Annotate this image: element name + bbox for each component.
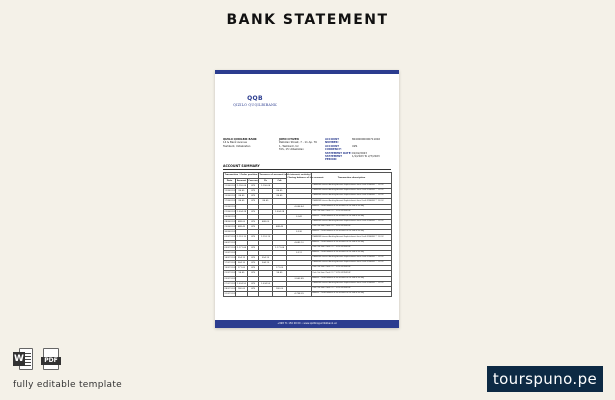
cell-currency: UZS bbox=[248, 261, 259, 266]
cell-date: 31/07/2022 bbox=[224, 293, 237, 296]
cell-currency: UZS bbox=[248, 225, 259, 230]
statement-date-label: STATEMENT DATE: bbox=[325, 151, 352, 155]
group-header-transaction: Transaction / Order position bbox=[224, 174, 258, 177]
cell-date: 06/07/2022 bbox=[224, 241, 237, 244]
column-header-cdt: Cdt bbox=[273, 178, 287, 184]
statement-period-label: STATEMENT PERIOD: bbox=[325, 155, 343, 162]
cell-currency: UZS bbox=[248, 199, 259, 204]
transactions-table bbox=[223, 172, 392, 297]
cell-balance: 3,530 bbox=[287, 230, 312, 235]
cell-date: 28/06/2022 bbox=[224, 221, 237, 224]
customer-address-line: Pakistan Street, 7 - 11 Ap. 76 bbox=[279, 141, 317, 145]
cell-date: 14/07/2022 bbox=[224, 257, 237, 260]
cell-balance: 3,943.89 bbox=[287, 276, 312, 281]
group-header-description: Transaction description bbox=[312, 173, 392, 184]
cell-dr: 84.45 bbox=[259, 199, 273, 204]
cell-currency: UZS bbox=[248, 235, 259, 240]
cell-amount: 84.45 bbox=[236, 199, 248, 204]
cell-dr: 1,034.50 bbox=[259, 281, 273, 286]
cell-date: 30/06/2022 bbox=[224, 231, 237, 234]
cell-balance: 4,046.44 bbox=[287, 204, 312, 209]
cell-date: 12/06/2022 bbox=[224, 190, 237, 193]
cell-balance: 3,042 bbox=[287, 214, 312, 219]
bank-address-line: 14 & Bank Avenue bbox=[223, 141, 247, 145]
cell-description: Balance - Credit balance of the account at the end of the day bbox=[312, 240, 392, 245]
document-footer: +998 71 150 00 00 • www.qizilbiqqurilbikbank.uz bbox=[215, 320, 399, 328]
cell-amount: 1,004.28 bbox=[236, 210, 247, 213]
cell-date: 21/06/2022 bbox=[224, 210, 237, 213]
cell-description: Balance - Credit balance of the account at the end of the day bbox=[312, 250, 392, 255]
cell-dr: 354.15 bbox=[259, 255, 273, 260]
table-row bbox=[224, 291, 392, 296]
cell-description: TRANSFER Internet Banking Account Replenishment from Credit (DS4098) ** 13 012 bbox=[312, 235, 392, 240]
cell-cdt: 488.45 bbox=[273, 225, 287, 230]
cell-amount: 344.10 bbox=[236, 261, 248, 266]
cell-amount: 488.45 bbox=[236, 225, 248, 230]
cell-date: 17/07/2022 bbox=[224, 262, 237, 265]
cell-cdt: 1,171.66 bbox=[273, 245, 287, 250]
column-header-amount: Amount bbox=[236, 179, 247, 182]
cell-cdt: 171.00 bbox=[273, 266, 287, 271]
account-details-block bbox=[325, 138, 395, 162]
account-currency-value: UZS bbox=[352, 144, 358, 148]
bank-address-block bbox=[223, 138, 265, 148]
bank-logo-mark: QQB bbox=[247, 95, 263, 102]
word-icon bbox=[13, 348, 33, 370]
cell-description: Cash Out from (Card) (1) ** 0790 UZUNKOUK bbox=[312, 245, 392, 250]
cell-amount: 1,153.10 bbox=[236, 236, 247, 239]
cell-description: Cash Out from (Card) (1) ** 0790 UZUNKOUK bbox=[312, 286, 392, 291]
cell-cdt: 84.45 bbox=[273, 189, 287, 194]
cell-amount: 354.15 bbox=[236, 255, 248, 260]
cell-description: Cash Out from (Card) (1) ** 0790 UZUNKOUK bbox=[312, 271, 392, 276]
cell-balance: 4,798.39 bbox=[287, 291, 312, 296]
column-header-date: Date bbox=[224, 178, 236, 184]
cell-description: Cash Out from (Card) (1) ** 0790 UZUNKOUK bbox=[312, 209, 392, 214]
cell-currency: UZS bbox=[248, 209, 259, 214]
customer-name: JOHN CITIZEN bbox=[279, 138, 299, 141]
account-number-value: 80400000000711002 bbox=[352, 138, 381, 141]
cell-balance: 4,683.10 bbox=[287, 240, 312, 245]
customer-address-block bbox=[279, 138, 321, 152]
bank-address-line: Tashkent, Uzbekistan bbox=[223, 144, 251, 148]
statement-period-value: 1/1/2023 To 2/7/2023 bbox=[352, 155, 380, 159]
cell-cdt: 94.45 bbox=[273, 271, 287, 276]
customer-address-line: 1, Tashkent, Uz bbox=[279, 144, 299, 148]
editable-template-caption: fully editable template bbox=[13, 380, 122, 390]
summary-divider bbox=[223, 169, 391, 170]
cell-date: 03/07/2022 bbox=[224, 236, 237, 239]
cell-date: 29/06/2022 bbox=[224, 226, 237, 229]
cell-description: TRANSFER Internet Banking Account Replenishment from Credit (DS4098) ** 13 012 bbox=[312, 281, 392, 286]
cell-date: 11/06/2022 bbox=[224, 185, 237, 188]
cell-currency: UZS bbox=[248, 194, 259, 199]
cell-amount: 1,171.66 bbox=[236, 246, 247, 249]
cell-currency: UZS bbox=[248, 184, 259, 189]
cell-dr: 1,156.04 bbox=[259, 184, 273, 189]
cell-currency: UZS bbox=[248, 255, 259, 260]
document-top-bar bbox=[215, 70, 399, 74]
cell-dr: 1,153.10 bbox=[259, 235, 273, 240]
pdf-icon-badge: PDF bbox=[41, 357, 61, 365]
cell-description: Balance - Credit balance of the account at the end of the day bbox=[312, 276, 392, 281]
cell-dr: 488.00 bbox=[259, 219, 273, 224]
cell-date: 25/07/2022 bbox=[224, 277, 237, 280]
bank-logo bbox=[221, 95, 289, 107]
customer-address-line: TAS, 15 Uzbekistan bbox=[279, 148, 304, 152]
cell-balance: 3,511 bbox=[287, 250, 312, 255]
word-icon-badge: W bbox=[14, 354, 24, 364]
cell-date: 17/06/2022 bbox=[224, 200, 237, 203]
cell-currency: UZS bbox=[248, 286, 259, 291]
cell-cdt: 84.45 bbox=[273, 194, 287, 199]
file-format-icons bbox=[13, 348, 61, 370]
column-header-currency: Currency bbox=[248, 179, 259, 182]
cell-date: 12/07/2022 bbox=[224, 251, 237, 254]
statement-date-value: 01/02/2023 bbox=[352, 151, 367, 155]
cell-date: 19/07/2022 bbox=[224, 267, 237, 270]
cell-currency: UZS bbox=[248, 281, 259, 286]
cell-date: 09/07/2022 bbox=[224, 246, 237, 249]
cell-description: Balance - Credit balance of the account at the end of the day bbox=[312, 291, 392, 296]
cell-description: Balance - Credit balance of the account at the end of the day bbox=[312, 230, 392, 235]
cell-amount bbox=[236, 291, 248, 296]
cell-amount: 1,034.50 bbox=[236, 282, 247, 285]
cell-amount: 84.45 bbox=[236, 189, 248, 194]
cell-description: Balance - Credit balance of the account at the end of the day bbox=[312, 214, 392, 219]
cell-description: Cash Out from (Card) (1) ** 0790 UZUNKOUK bbox=[312, 266, 392, 271]
cell-description: TRANSFER Internet Banking Account Replenishment from Credit (DS4098) ** 13 012 bbox=[312, 261, 392, 266]
group-header-balance: Closing balance of the account bbox=[287, 173, 312, 184]
cell-amount: 171.00 bbox=[236, 266, 248, 271]
statement-document-preview bbox=[215, 70, 399, 328]
group-header-turnover: Turnover of account (with interest, activity) bbox=[259, 174, 311, 177]
cell-description: TRANSFER Internet Banking Account Replenishment from Credit (DS4098) ** 13 012 bbox=[312, 255, 392, 260]
cell-description: TRANSFER Internet Banking Account Replenishment from Credit (DS4098) ** 13 012 bbox=[312, 199, 392, 204]
transactions-body bbox=[224, 184, 392, 297]
cell-amount: 180.00 bbox=[236, 286, 248, 291]
pdf-icon bbox=[41, 348, 61, 370]
cell-description: TRANSFER Internet Banking Account Replenishment from Credit (DS4098) ** 13 012 bbox=[312, 219, 392, 224]
cell-date: 20/06/2022 bbox=[224, 205, 237, 208]
cell-currency: UZS bbox=[248, 271, 259, 276]
bank-name: QIZILO QURILBIK BANK bbox=[223, 138, 257, 141]
cell-currency: UZS bbox=[248, 189, 259, 194]
cell-cdt: 180.00 bbox=[273, 286, 287, 291]
brand-watermark: tourspuno.pe bbox=[487, 366, 603, 392]
cell-dr: 344.10 bbox=[259, 261, 273, 266]
cell-currency: UZS bbox=[248, 245, 259, 250]
cell-description: TRANSFER Internet Banking Account Replenishment from Credit (DS4098) ** 13 012 bbox=[312, 189, 392, 194]
cell-date: 22/07/2022 bbox=[224, 272, 237, 275]
bank-logo-name: QIZILO QUQILBIBANK bbox=[233, 103, 277, 107]
cell-date: 27/07/2022 bbox=[224, 282, 237, 285]
cell-description: Cash Out from (Card) (1) ** 0790 UZUNKOUK bbox=[312, 225, 392, 230]
cell-currency: UZS bbox=[248, 219, 259, 224]
column-header-dr: Dr bbox=[259, 178, 273, 184]
cell-description: TRANSFER Internet Banking Account Replenishment from Credit (DS4098) ** 13 012 bbox=[312, 194, 392, 199]
account-number-label: ACCOUNT NUMBER: bbox=[325, 138, 340, 145]
cell-currency bbox=[248, 291, 259, 296]
cell-date: 13/06/2022 bbox=[224, 195, 237, 198]
cell-currency: UZS bbox=[248, 266, 259, 271]
cell-cdt: 1,004.28 bbox=[273, 209, 287, 214]
cell-description: Balance - Credit balance of the account at the end of the day bbox=[312, 204, 392, 209]
page-title: BANK STATEMENT bbox=[226, 12, 389, 28]
cell-amount: 94.45 bbox=[236, 271, 248, 276]
cell-amount: 84.45 bbox=[236, 194, 248, 199]
account-summary-title: ACCOUNT SUMMARY bbox=[223, 164, 260, 168]
cell-date: 28/07/2022 bbox=[224, 287, 237, 290]
cell-description: TRANSFER Internet Banking Account Replenishment from Credit (DS4098) ** 13 012 bbox=[312, 184, 392, 189]
account-currency-label: ACCOUNT CURRENCY: bbox=[325, 144, 342, 152]
cell-amount: 488.00 bbox=[236, 219, 248, 224]
cell-cdt bbox=[273, 291, 287, 296]
cell-amount: 1,156.04 bbox=[236, 185, 247, 188]
cell-dr bbox=[259, 291, 273, 296]
cell-date: 26/06/2022 bbox=[224, 215, 237, 218]
